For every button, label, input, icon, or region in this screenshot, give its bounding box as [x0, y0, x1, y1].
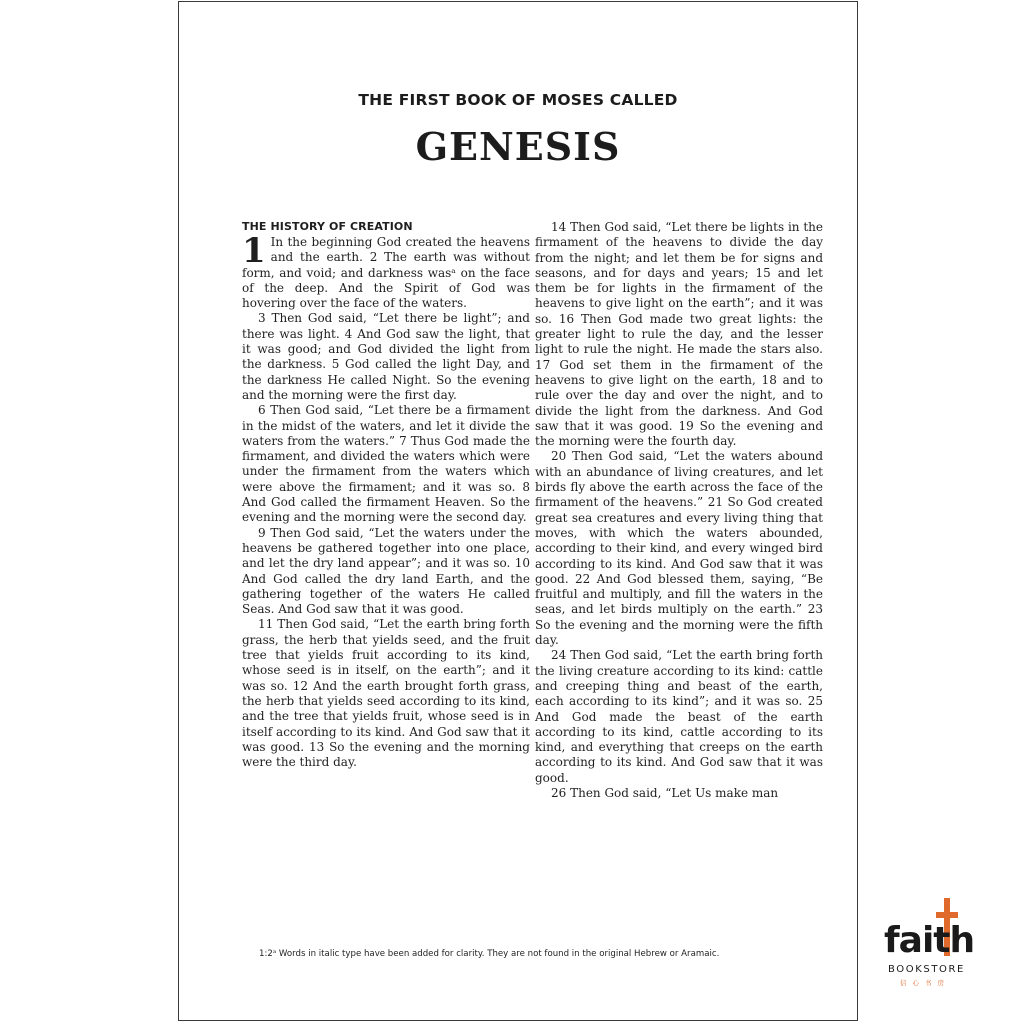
- book-title: GENESIS: [415, 124, 621, 169]
- verse-paragraph: 1 In the beginning God created the heavens and the earth. 2 The earth was without form, and void; and darkness wasᵃ on the face of the deep. And the Spirit of God was hovering over the face of the waters.: [242, 231, 530, 311]
- left-column: [242, 220, 530, 770]
- faith-bookstore-logo: [884, 898, 994, 988]
- logo-chinese-text: 信心书房: [900, 979, 950, 987]
- right-column: [535, 220, 823, 801]
- verse-paragraph: 9 Then God said, “Let the waters under the heavens be gathered together into one place, and let the dry land appear”; and it was so. 10 And God called the dry land Earth, and the gathering together of the waters He called Seas. And God saw that it was good.: [242, 525, 530, 617]
- footnote: 1:2ᵃ Words in italic type have been added for clarity. They are not found in the original Hebrew or Aramaic.: [259, 949, 720, 959]
- bible-page: [178, 1, 858, 1021]
- chapter-number: 1: [242, 231, 266, 271]
- verse-paragraph: 14 Then God said, “Let there be lights in the firmament of the heavens to divide the day from the night; and let them be for signs and seasons, and for days and years; 15 and let them be for lights in the firmament of the heavens to give light on the earth”; and it was so. 16 Then God made two great lights: the greater light to rule the day, and the lesser light to rule the night. He made the stars also. 17 God set them in the firmament of the heavens to give light on the earth, 18 and to rule over the day and over the night, and to divide the light from the darkness. And God saw that it was good. 19 So the evening and the morning were the fourth day.: [535, 220, 823, 449]
- verse-paragraph: 11 Then God said, “Let the earth bring forth grass, the herb that yields seed, and the fruit tree that yields fruit according to its kind, whose seed is in itself, on the earth”; and it was so. 12 And the earth brought forth grass, the herb that yields seed according to its kind, and the tree that yields fruit, whose seed is in itself according to its kind. And God saw that it was good. 13 So the evening and the morning were the third day.: [242, 617, 530, 770]
- verse-paragraph: 6 Then God said, “Let there be a firmament in the midst of the waters, and let it divide the waters from the waters.” 7 Thus God made the firmament, and divided the waters which were under the firmament from the waters which were above the firmament; and it was so. 8 And God called the firmament Heaven. So the evening and the morning were the second day.: [242, 403, 530, 525]
- verse-paragraph: 24 Then God said, “Let the earth bring forth the living creature according to its kind: cattle and creeping thing and beast of the earth, each according to its kind”; and it was so. 25 And God made the beast of the earth according to its kind, cattle according to its kind, and everything that creeps on the earth according to its kind. And God saw that it was good.: [535, 648, 823, 785]
- logo-subtitle: BOOKSTORE: [888, 964, 965, 975]
- verse-paragraph: 3 Then God said, “Let there be light”; and there was light. 4 And God saw the light, that it was good; and God divided the light from the darkness. 5 God called the light Day, and the darkness He called Night. So the evening and the morning were the first day.: [242, 311, 530, 402]
- verse-paragraph: 20 Then God said, “Let the waters abound with an abundance of living creatures, and let birds fly above the earth across the face of the firmament of the heavens.” 21 So God created great sea creatures and every living thing that moves, with which the waters abounded, according to their kind, and every winged bird according to its kind. And God saw that it was good. 22 And God blessed them, saying, “Be fruitful and multiply, and fill the waters in the seas, and let birds multiply on the earth.” 23 So the evening and the morning were the fifth day.: [535, 449, 823, 648]
- section-heading: THE HISTORY OF CREATION: [242, 220, 413, 233]
- verse-paragraph: 26 Then God said, “Let Us make man: [551, 785, 779, 800]
- book-supertitle: THE FIRST BOOK OF MOSES CALLED: [358, 91, 678, 109]
- logo-wordmark: faith: [884, 920, 975, 961]
